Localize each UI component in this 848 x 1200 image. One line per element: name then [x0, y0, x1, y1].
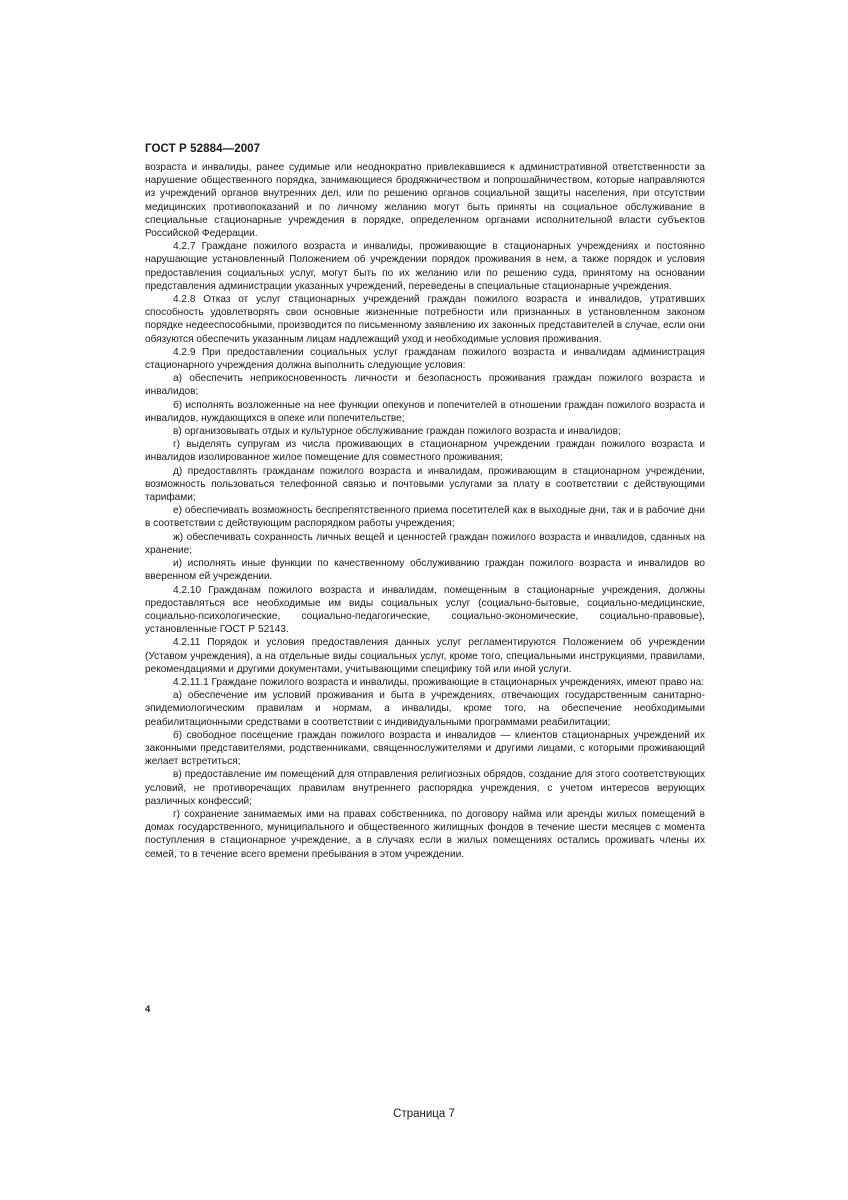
document-header-id: ГОСТ Р 52884—2007 — [145, 143, 261, 155]
paragraph: 4.2.7 Граждане пожилого возраста и инвалиды, проживающие в стационарных учреждениях и постоянно нарушающие установленный Положением об учреждении порядок проживания в нем, а также порядок и условия предоставления социальных услуг, могут быть по их желанию или по решению суда, принятому на основании представления администрации указанных учреждений, переведены в специальные стационарные учреждения. — [145, 241, 705, 292]
paragraph: 4.2.11.1 Граждане пожилого возраста и инвалиды, проживающие в стационарных учреждениях, имеют право на: — [173, 676, 705, 688]
list-item: б) свободное посещение граждан пожилого возраста и инвалидов — клиентов стационарных учреждений их законными представителями, родственниками, священнослужителями и другими лицами, с которыми проживающий желает встретиться; — [145, 729, 705, 768]
list-item: в) предоставление им помещений для отправления религиозных обрядов, создание для этого соответствующих условий, не противоречащих правилам внутреннего распорядка учреждения, с учетом интересов верующих различных конфессий; — [145, 769, 705, 807]
paragraph: 4.2.8 Отказ от услуг стационарных учреждений граждан пожилого возраста и инвалидов, утративших способность удовлетворять свои основные жизненные потребности или признанных в установленном законом порядке недееспособными, производится по письменному заявлению их законных представителей в случае, если они обязуются обеспечить указанным лицам надлежащий уход и необходимые условия проживания. — [145, 294, 705, 345]
list-item: г) выделять супругам из числа проживающих в стационарном учреждении граждан пожилого возраста и инвалидов изолированное жилое помещение для совместного проживания; — [145, 439, 705, 464]
page-number: 4 — [145, 1004, 151, 1015]
paragraph: 4.2.10 Гражданам пожилого возраста и инвалидам, помещенным в стационарные учреждения, должны предоставляться все необходимые им виды социальных услуг (социально-бытовые, социально-медицинские, социально-психологические, социально-педагогические, социально-экономические, социально-правовые), установленные ГОСТ Р 52143. — [145, 584, 705, 636]
list-item: е) обеспечивать возможность беспрепятственного приема посетителей как в выходные дни, так и в рабочие дни в соответствии с действующим распорядком работы учреждения; — [145, 505, 705, 530]
list-item: в) организовывать отдых и культурное обслуживание граждан пожилого возраста и инвалидов; — [173, 426, 621, 438]
list-item: г) сохранение занимаемых ими на правах собственника, по договору найма или аренды жилых помещений в домах государственного, муниципального и общественного жилищных фондов в течение шести месяцев с момента поступления в стационарное учреждение, а в случаях если в жилых помещениях остались проживать члены их семей, то в течение всего времени пребывания в этом учреждении. — [145, 808, 705, 860]
document-body — [145, 161, 705, 861]
paragraph: 4.2.9 При предоставлении социальных услуг гражданам пожилого возраста и инвалидам администрация стационарного учреждения должна выполнить следующие условия: — [145, 346, 705, 372]
list-item: а) обеспечение им условий проживания и быта в учреждениях, отвечающих государственным санитарно-эпидемиологическим правилам и нормам, а инвалиды, кроме того, на обеспечение необходимыми реабилитационными средствами в соответствии с индивидуальными программами реабилитации; — [145, 690, 705, 728]
page-footer-label: Страница 7 — [393, 1108, 455, 1120]
paragraph: 4.2.11 Порядок и условия предоставления данных услуг регламентируются Положением об учреждении (Уставом учреждения), а на отдельные виды социальных услуг, кроме того, специальными инструкциями, правилами, рекомендациями и другими документами, учитывающими специфику той или иной услуги. — [145, 637, 705, 675]
list-item: д) предоставлять гражданам пожилого возраста и инвалидам, проживающим в стационарном учреждении, возможность пользоваться телефонной связью и почтовыми услугами за плату в соответствии с действующими тарифами; — [145, 465, 705, 504]
list-item: и) исполнять иные функции по качественному обслуживанию граждан пожилого возраста и инвалидов во вверенном ей учреждении. — [145, 558, 705, 583]
list-item: ж) обеспечивать сохранность личных вещей и ценностей граждан пожилого возраста и инвалидов, сданных на хранение; — [145, 531, 705, 556]
paragraph: возраста и инвалиды, ранее судимые или неоднократно привлекавшиеся к административной ответственности за нарушение общественного порядка, занимающиеся бродяжничеством и попрошайничеством, которые направляются из учреждений органов внутренних дел, или по решению органов социальной защиты населения, при отсутствии медицинских противопоказаний и по личному желанию могут быть приняты на социальное обслуживание в специальные стационарные учреждения в порядке, определенном органами исполнительной власти субъектов Российской Федерации. — [145, 162, 705, 240]
list-item: б) исполнять возложенные на нее функции опекунов и попечителей в отношении граждан пожилого возраста и инвалидов, нуждающихся в опеке или попечительстве; — [145, 399, 705, 424]
list-item: а) обеспечить неприкосновенность личности и безопасность проживания граждан пожилого возраста и инвалидов; — [145, 373, 705, 398]
